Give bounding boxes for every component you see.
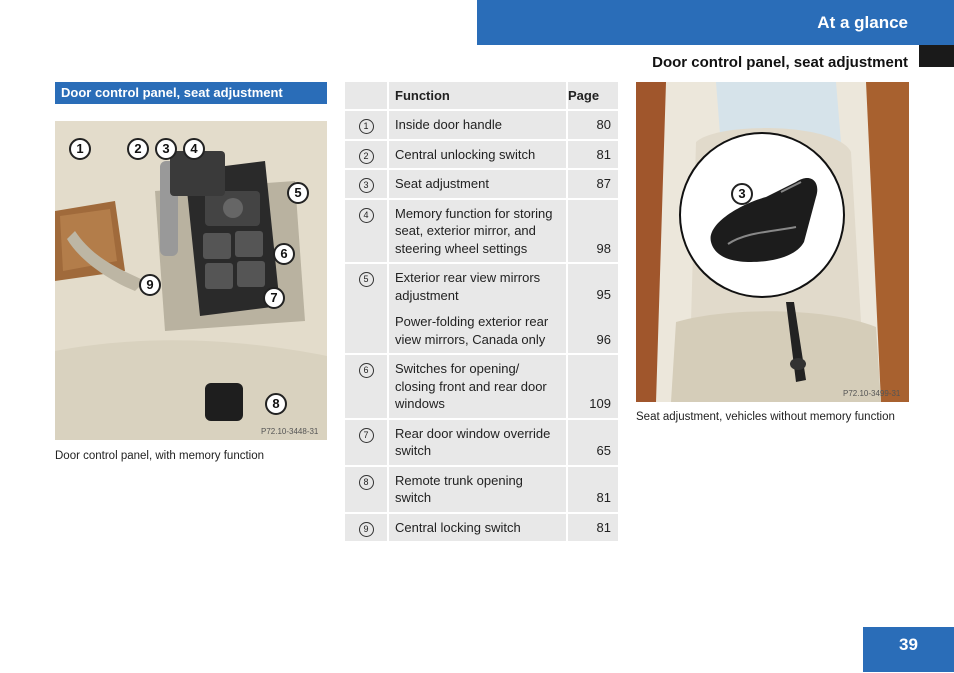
row-page: 81 (596, 490, 611, 505)
row-function: Inside door handle (395, 117, 502, 132)
table-row (345, 264, 618, 355)
row-page: 65 (596, 443, 611, 458)
row-function: Memory function for storing seat, exterior mirror, and steering wheel settings (395, 205, 553, 256)
page-number: 39 (863, 627, 954, 672)
header-page: Page (566, 82, 618, 111)
right-photo-code: P72.10-3499-31 (843, 389, 901, 398)
row-number: 7 (359, 428, 374, 443)
callout-8: 8 (265, 393, 287, 415)
right-caption: Seat adjustment, vehicles without memory function (636, 411, 895, 423)
row-number: 4 (359, 208, 374, 223)
seat-illustration (636, 82, 909, 402)
chapter-tab-marker (919, 45, 954, 67)
row-function: Switches for opening/ closing front and rear door windows (395, 361, 547, 411)
row-page-2: 96 (596, 331, 611, 347)
row-number: 1 (359, 119, 374, 134)
row-number: 2 (359, 149, 374, 164)
row-page: 95 (596, 287, 611, 302)
callout-9: 9 (139, 274, 161, 296)
table-row (345, 355, 618, 420)
callout-4: 4 (183, 138, 205, 160)
row-function: Rear door window override switch (395, 425, 551, 458)
row-page: 80 (596, 117, 611, 132)
row-function: Central locking switch (395, 519, 521, 535)
table-row (345, 170, 618, 200)
row-number: 5 (359, 272, 374, 287)
table-row (345, 200, 618, 265)
table-row (345, 111, 618, 141)
section-title: Door control panel, seat adjustment (652, 54, 908, 71)
row-function: Seat adjustment (395, 176, 489, 191)
callout-1: 1 (69, 138, 91, 160)
row-number: 6 (359, 363, 374, 378)
row-page: 81 (596, 519, 611, 535)
row-page: 81 (596, 146, 611, 162)
left-heading: Door control panel, seat adjustment (55, 82, 327, 104)
table-row (345, 467, 618, 514)
callout-3: 3 (155, 138, 177, 160)
function-table (345, 82, 618, 543)
door-panel-photo (55, 121, 327, 440)
chapter-title: At a glance (817, 13, 908, 32)
row-function: Exterior rear view mirrors adjustment (395, 270, 541, 303)
callout-5: 5 (287, 182, 309, 204)
left-photo-code: P72.10-3448-31 (261, 427, 319, 436)
header-num-cell (345, 82, 389, 111)
row-number: 9 (359, 522, 374, 537)
table-row (345, 514, 618, 544)
door-panel-illustration (55, 121, 327, 440)
callout-6: 6 (273, 243, 295, 265)
table-header-row (345, 82, 618, 111)
row-function: Central unlocking switch (395, 146, 536, 162)
row-function-2: Power-folding exterior rear view mirrors, Canada only (395, 314, 549, 347)
row-function: Remote trunk opening switch (395, 472, 523, 505)
row-page: 87 (596, 176, 611, 191)
row-number: 8 (359, 475, 374, 490)
row-page: 98 (596, 240, 611, 256)
callout-2: 2 (127, 138, 149, 160)
seat-callout-3: 3 (731, 183, 753, 205)
table-row (345, 420, 618, 467)
header-function: Function (389, 82, 566, 111)
row-number: 3 (359, 178, 374, 193)
left-caption: Door control panel, with memory function (55, 450, 265, 462)
seat-photo (636, 82, 909, 402)
row-page: 109 (589, 396, 611, 411)
callout-7: 7 (263, 287, 285, 309)
table-row (345, 141, 618, 171)
